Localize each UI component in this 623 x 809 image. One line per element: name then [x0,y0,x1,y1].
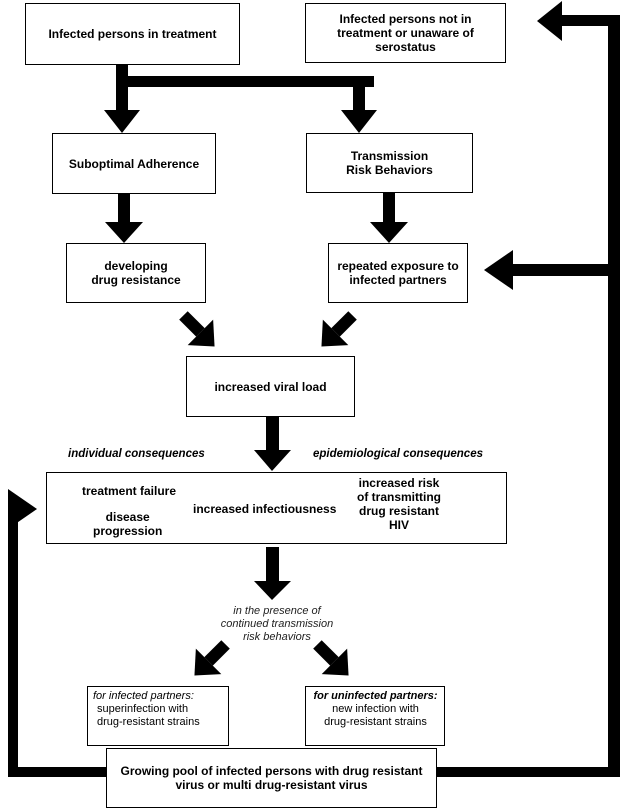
arrow-to-suboptimal [104,110,140,133]
loop-left-vertical [8,500,18,777]
arrow-to-consequences [254,450,291,471]
loop-right-vertical [608,15,620,777]
loop-right-top-arrowhead [537,1,562,41]
box-developing-resistance [66,243,206,303]
box-growing-pool [106,748,437,808]
box-infected-partners [87,686,229,746]
connector-viral [266,416,279,450]
connector-horizontal [116,76,374,87]
box-viral-load [186,356,355,417]
box-not-in-treatment [305,3,506,63]
loop-left-stub [8,503,24,513]
increased-risk-text: increased risk of transmitting drug resistant HIV [357,476,441,532]
not-in-treatment-text: Infected persons not in treatment or unaware of serostatus [337,12,474,54]
connector-suboptimal [118,193,130,222]
treatment-failure-text: treatment failure [82,484,177,498]
loop-right-mid-arrowhead [484,250,513,290]
developing-text: developing drug resistance [91,259,181,287]
disease-progression-text: disease progression [93,510,163,538]
box-in-treatment [25,3,240,65]
individual-consequences-label: individual consequences [68,448,205,460]
infected-partners-heading: for infected partners: [93,690,194,702]
loop-right-mid [512,264,620,276]
repeated-text: repeated exposure to infected partners [337,259,459,287]
loop-left-horizontal [8,767,106,777]
epidemiological-consequences-label: epidemiological consequences [313,448,483,460]
arrow-to-transmission [341,110,377,133]
uninfected-partners-body: new infection with drug-resistant strains [324,703,427,728]
box-repeated-exposure [328,243,468,303]
transmission-text: Transmission Risk Behaviors [346,149,433,177]
suboptimal-text: Suboptimal Adherence [68,156,200,171]
box-suboptimal-adherence [52,133,216,194]
growing-pool-text: Growing pool of infected persons with drug resistant virus or multi drug-resistant virus [120,764,423,792]
box-uninfected-partners [305,686,445,746]
arrow-to-condition [254,581,291,600]
box-transmission-risk [306,133,473,193]
arrow-developing-to-viral [171,303,228,360]
loop-right-top [560,15,620,26]
in-treatment-text: Infected persons in treatment [48,27,217,41]
arrow-to-repeated [370,222,408,243]
viral-load-text: increased viral load [214,379,327,394]
uninfected-partners-heading: for uninfected partners: [313,690,438,702]
connector-transmission [383,193,395,222]
increased-infectiousness-text: increased infectiousness [193,502,337,516]
connector-consequences [266,547,279,581]
connector-right-down [353,76,365,110]
arrow-to-developing [105,222,143,243]
condition-note: in the presence of continued transmission risk behaviors [220,605,334,643]
loop-right-horizontal [436,767,620,777]
infected-partners-body: superinfection with drug-resistant strains [97,703,200,728]
arrow-repeated-to-viral [309,303,366,360]
